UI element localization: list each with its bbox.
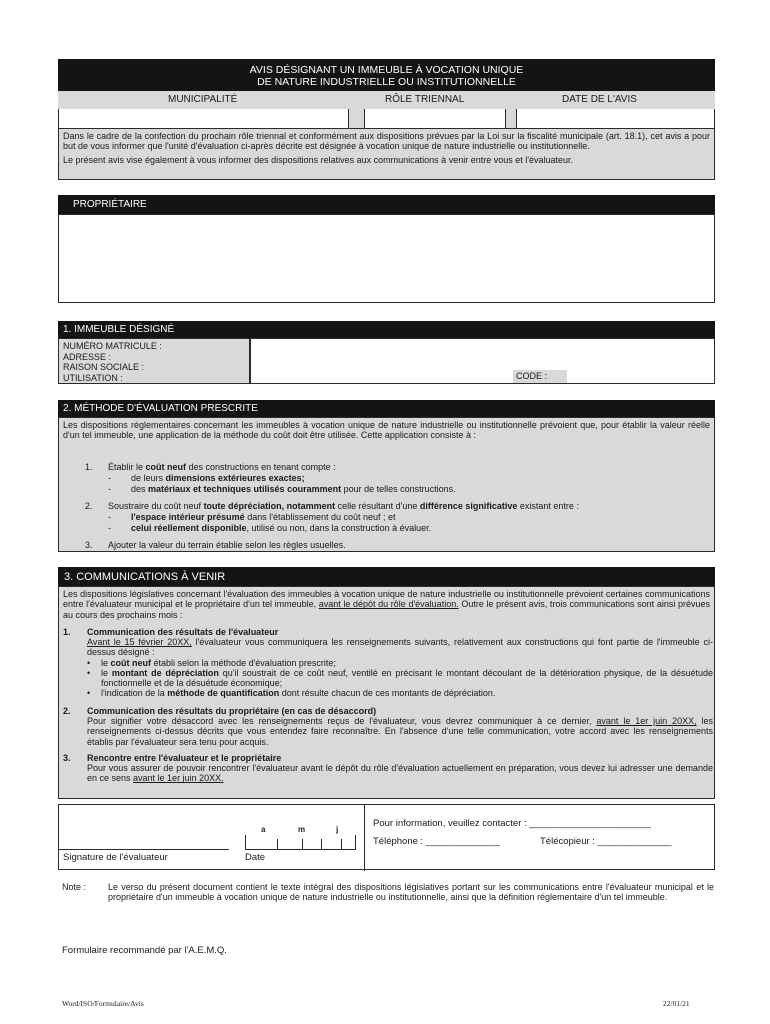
text: des	[131, 484, 149, 494]
underlined-text: Avant le 15 février 20XX,	[87, 637, 192, 647]
role-triennal-field[interactable]	[364, 109, 506, 129]
text: le	[101, 657, 111, 668]
bold-text: l'espace intérieur présumé	[131, 512, 245, 522]
form-title	[58, 59, 715, 91]
communication-3-title: Rencontre entre l'évaluateur et le propriétaire	[87, 753, 282, 763]
methode-item-1-bold: coût neuf	[145, 462, 187, 472]
column-municipalite: MUNICIPALITÉ	[168, 94, 238, 105]
bold-text: coût neuf	[110, 657, 152, 668]
dash: -	[108, 523, 111, 533]
note-text: Le verso du présent document contient le texte intégral des dispositions législatives portant sur les communications entre l'évaluateur municipal et le propriétaire d'un immeuble à vocation unique de nature industrielle ou institutionnelle, ainsi que la définition réglementaire d'un tel immeuble.	[108, 882, 714, 903]
text: pour de telles constructions.	[341, 484, 456, 494]
methode-body	[58, 417, 715, 552]
raison-sociale-label: RAISON SOCIALE :	[63, 362, 145, 373]
form-title-line1: AVIS DÉSIGNANT UN IMMEUBLE À VOCATION UNIQUE	[249, 64, 524, 76]
header-columns	[58, 91, 715, 109]
signature-box	[58, 804, 715, 870]
communications-title: 3. COMMUNICATIONS À VENIR	[58, 567, 715, 586]
matricule-label: NUMÉRO MATRICULE :	[63, 341, 162, 351]
intro-text	[58, 128, 715, 180]
text: dans l'établissement du coût neuf ; et	[244, 512, 396, 522]
methode-item-3	[85, 540, 705, 550]
column-role-triennal: RÔLE TRIENNAL	[385, 94, 465, 105]
bold-text: différence significative	[419, 501, 518, 511]
text: de leurs	[131, 473, 166, 483]
immeuble-title: 1. IMMEUBLE DÉSIGNÉ	[58, 321, 715, 338]
text: qu'il soustrait de ce coût neuf, ventilé en précisant le montant découlant de la détérioration physique, de la désuétude fonctionnelle et de la désuétude économique;	[101, 667, 714, 688]
bold-text: matériaux et techniques utilisés couramment	[148, 484, 342, 494]
communication-2-num: 2.	[63, 706, 71, 716]
communication-3-num: 3.	[63, 753, 71, 763]
dash: -	[108, 484, 111, 494]
header-fields	[58, 109, 715, 129]
signature-divider	[364, 805, 365, 871]
methode-item-2-num: 2.	[85, 501, 93, 511]
date-field[interactable]	[245, 835, 355, 850]
communications-body	[58, 586, 715, 799]
methode-item-1-post: des constructions en tenant compte :	[186, 462, 336, 472]
text: Outre le présent avis, trois communications sont ainsi prévues au cours des prochains mois :	[63, 599, 710, 620]
text: Pour signifier votre désaccord avec les renseignements reçus de l'évaluateur, vous devrez communiquer à ce dernier,	[87, 716, 597, 726]
text: Soustraire du coût neuf	[108, 501, 204, 511]
text: l'évaluateur vous communiquera les renseignements suivants, relativement aux constructions qui font partie de l'immeuble ci-dessus désigné :	[87, 637, 713, 658]
text: Pour vous assurer de pouvoir rencontrer l'évaluateur avant le dépôt du rôle d'évaluation actuellement en préparation, vous devez lui adresser une demande en ce sens	[87, 763, 713, 784]
communication-1-bullet-3: • l'indication de la méthode de quantification dont résulte chacun de ces montants de dépréciation.	[87, 687, 496, 698]
text: établi selon la méthode d'évaluation prescrite;	[151, 657, 336, 668]
methode-title: 2. MÉTHODE D'ÉVALUATION PRESCRITE	[58, 400, 715, 417]
signature-label: Signature de l'évaluateur	[63, 852, 168, 863]
text: les renseignements ci-dessus décrits que vous entendez faire reconnaître. En l'absence d'une telle communication, votre accord avec les renseignements établis par l'évaluateur sera tenu pour acquis.	[87, 716, 713, 747]
utilisation-label: UTILISATION :	[63, 372, 123, 383]
dash: -	[108, 512, 111, 522]
footer-date: 22/01/21	[663, 999, 690, 1008]
communication-1	[63, 627, 714, 698]
underlined-text: avant le dépôt du rôle d'évaluation.	[318, 599, 459, 610]
underlined-text: avant le 1er juin 20XX.	[133, 773, 224, 784]
communication-3	[63, 753, 713, 784]
bold-text: méthode de quantification	[167, 687, 280, 698]
proprietaire-title: PROPRIÉTAIRE	[58, 195, 715, 214]
methode-item-3-text: Ajouter la valeur du terrain établie selon les règles usuelles.	[108, 540, 346, 550]
form-title-line2: DE NATURE INDUSTRIELLE OU INSTITUTIONNELLE	[257, 76, 516, 88]
bold-text: dimensions extérieures exactes;	[165, 473, 305, 483]
municipalite-field[interactable]	[58, 109, 349, 129]
text: , utilisé ou non, dans la construction à évaluer.	[246, 523, 432, 533]
bold-text: toute dépréciation, notamment	[203, 501, 336, 511]
column-date-avis: DATE DE L'AVIS	[562, 94, 637, 105]
text: l'indication de la	[101, 687, 168, 698]
proprietaire-field[interactable]	[58, 214, 715, 303]
dash: -	[108, 473, 111, 483]
methode-item-3-num: 3.	[85, 540, 93, 550]
communication-1-bullet-1: • le coût neuf établi selon la méthode d'évaluation prescrite;	[87, 657, 336, 668]
methode-item-2-sub-1	[108, 512, 708, 522]
methode-item-2	[85, 501, 705, 511]
communication-2-title: Communication des résultats du propriétaire (en cas de désaccord)	[87, 706, 377, 716]
date-label: Date	[245, 852, 266, 863]
communications-intro	[63, 589, 710, 620]
methode-item-1-sub-1	[108, 473, 708, 483]
methode-item-1	[85, 462, 705, 472]
telecopieur-field[interactable]: Télécopieur : ______________	[540, 836, 672, 847]
intro-paragraph-2: Le présent avis vise également à vous informer des dispositions relatives aux communications à venir entre vous et l'évaluateur.	[63, 154, 573, 165]
methode-item-1-num: 1.	[85, 462, 93, 472]
methode-intro: Les dispositions réglementaires concernant les immeubles à vocation unique de nature industrielle ou institutionnelle prévoient que, pour établir la valeur réelle d'un tel immeuble, une application de la méthode du coût doit être utilisée. Cette application consiste à :	[63, 420, 710, 441]
immeuble-fields[interactable]	[250, 338, 715, 384]
text: existant entre :	[517, 501, 579, 511]
telephone-field[interactable]: Téléphone : ______________	[373, 836, 500, 847]
communication-1-title: Communication des résultats de l'évaluateur	[87, 627, 279, 637]
immeuble-labels	[58, 338, 250, 384]
bold-text: montant de dépréciation	[111, 667, 219, 678]
date-avis-field[interactable]	[516, 109, 715, 129]
methode-item-2-sub-2	[108, 523, 708, 533]
bold-text: celui réellement disponible	[131, 523, 247, 533]
underlined-text: avant le 1er juin 20XX,	[596, 716, 697, 726]
text: celle résultant d'une	[335, 501, 420, 511]
date-month-label: m	[298, 825, 306, 834]
contact-field[interactable]: Pour information, veuillez contacter : _______________________	[373, 818, 651, 829]
adresse-label: ADRESSE :	[63, 351, 112, 362]
file-path: Word/ISO/Formulaire/Avis	[62, 999, 144, 1008]
code-label: CODE :	[513, 370, 567, 383]
methode-item-1-sub-2	[108, 484, 708, 494]
communication-1-num: 1.	[63, 627, 71, 637]
methode-item-1-pre: Établir le	[108, 462, 146, 472]
date-day-label: j	[336, 825, 339, 834]
communication-2	[63, 706, 713, 747]
date-year-label: a	[261, 825, 266, 834]
recommended-by: Formulaire recommandé par l'A.E.M.Q.	[62, 945, 227, 956]
note-label: Note :	[62, 882, 87, 892]
intro-paragraph-1: Dans le cadre de la confection du prochain rôle triennal et conformément aux dispositions prévues par la Loi sur la fiscalité municipale (art. 18.1), cet avis a pour but de vous informer que l'unité d'évaluation ci-après décrite est désignée à vocation unique de nature industrielle ou institutionnelle.	[63, 131, 710, 152]
text: le	[101, 667, 112, 678]
text: Les dispositions législatives concernant l'évaluation des immeubles à vocation unique de nature industrielle ou institutionnelle prévoient certaines communications entre l'évaluateur municipal et le propriétaire d'un tel immeuble,	[63, 589, 710, 610]
communication-1-bullet-2: • le montant de dépréciation qu'il soustrait de ce coût neuf, ventilé en précisant le montant découlant de la détérioration physique, de la désuétude fonctionnelle et de la désuétude économique;	[87, 667, 714, 688]
text: dont résulte chacun de ces montants de dépréciation.	[279, 687, 496, 698]
